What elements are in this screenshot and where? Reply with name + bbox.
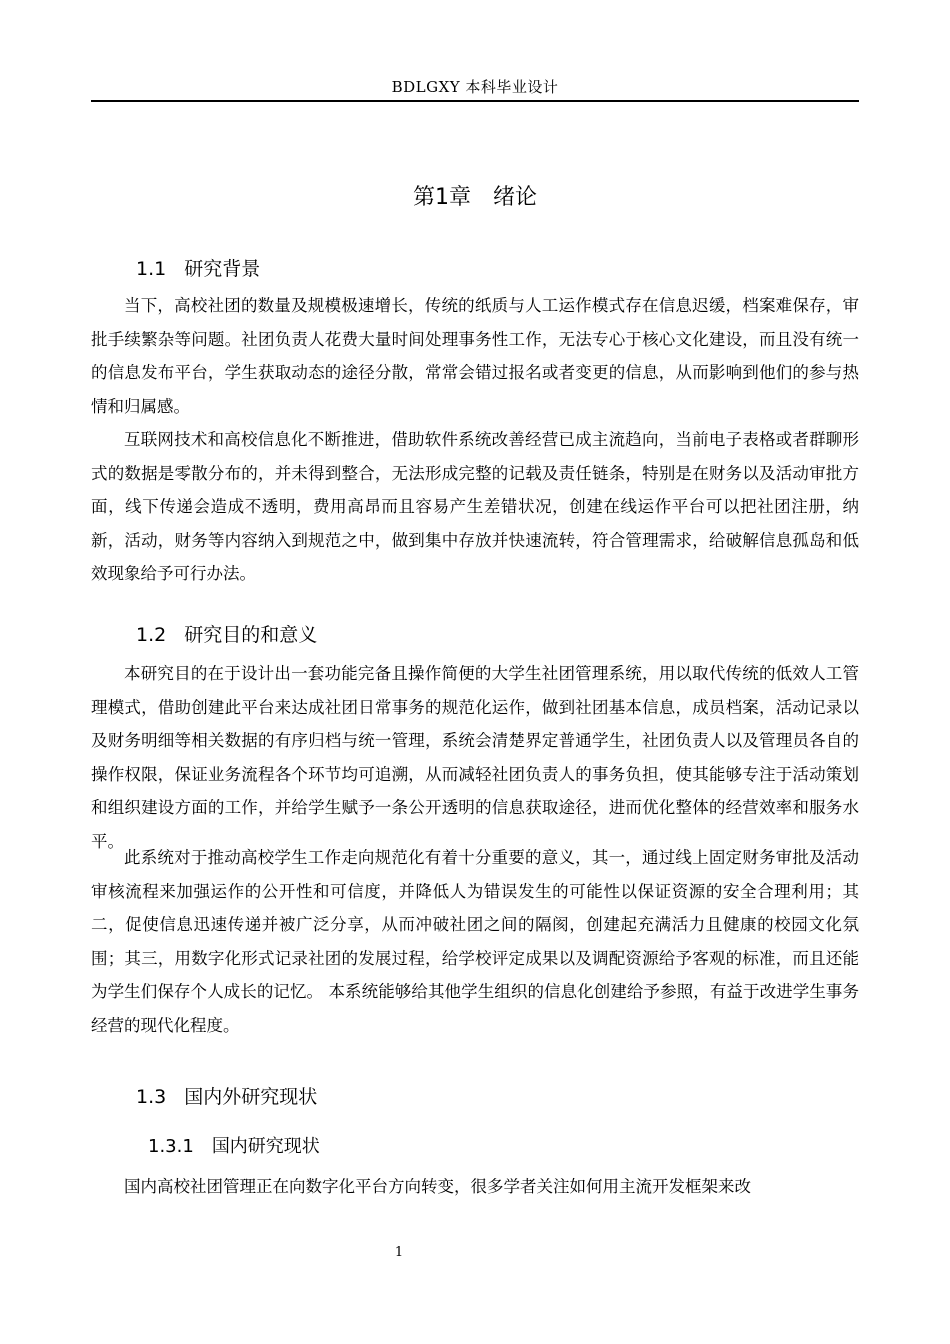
subsection-heading-1-3-1 [148,1132,320,1158]
section-heading-1-1 [136,254,260,281]
chapter-number: 第1章 [412,185,471,210]
section-title: 国内外研究现状 [184,1086,318,1108]
chapter-title [91,180,859,211]
section-number: 1.2 [136,624,167,646]
page-header: BDLGXY 本科毕业设计 [391,78,559,96]
paragraph: 本研究目的在于设计出一套功能完备且操作简便的大学生社团管理系统，用以取代传统的低效人工管理模式，借助创建此平台来达成社团日常事务的规范化运作，做到社团基本信息，成员档案，活动记录以及财务明细等相关数据的有序归档与统一管理，系统会清楚界定普通学生，社团负责人以及管理员各自的操作权限，保证业务流程各个环节均可追溯，从而减轻社团负责人的事务负担，使其能够专注于活动策划和组织建设方面的工作，并给学生赋予一条公开透明的信息获取途径，进而优化整体的经营效率和服务水平。 [91,664,859,851]
section-number: 1.1 [136,258,167,280]
section-title: 研究背景 [184,258,261,280]
subsection-number: 1.3.1 [148,1136,194,1157]
chapter-name: 绪论 [492,185,537,210]
section-title: 研究目的和意义 [184,624,318,646]
subsection-title: 国内研究现状 [211,1136,320,1157]
paragraph: 互联网技术和高校信息化不断推进，借助软件系统改善经营已成主流趋向，当前电子表格或者群聊形式的数据是零散分布的，并未得到整合，无法形成完整的记载及责任链条，特别是在财务以及活动审批方面，线下传递会造成不透明，费用高昂而且容易产生差错状况，创建在线运作平台可以把社团注册，纳新，活动，财务等内容纳入到规范之中，做到集中存放并快速流转，符合管理需求，给破解信息孤岛和低效现象给予可行办法。 [91,430,859,583]
paragraph: 国内高校社团管理正在向数字化平台方向转变，很多学者关注如何用主流开发框架来改 [124,1177,751,1196]
section-number: 1.3 [136,1086,167,1108]
section-heading-1-3 [136,1082,317,1109]
header-divider [91,100,859,102]
paragraph: 此系统对于推动高校学生工作走向规范化有着十分重要的意义，其一，通过线上固定财务审批及活动审核流程来加强运作的公开性和可信度，并降低人为错误发生的可能性以保证资源的安全合理利用；其二，促使信息迅速传递并被广泛分享，从而冲破社团之间的隔阂，创建起充满活力且健康的校园文化氛围；其三，用数字化形式记录社团的发展过程，给学校评定成果以及调配资源给予客观的标准，而且还能为学生们保存个人成长的记忆。 本系统能够给其他学生组织的信息化创建给予参照，有益于改进学生事务经营的现代化程度。 [91,848,859,1035]
section-heading-1-2 [136,620,317,647]
page-number: 1 [394,1245,404,1260]
paragraph: 当下，高校社团的数量及规模极速增长，传统的纸质与人工运作模式存在信息迟缓，档案难保存，审批手续繁杂等问题。社团负责人花费大量时间处理事务性工作，无法专心于核心文化建设，而且没有统一的信息发布平台，学生获取动态的途径分散，常常会错过报名或者变更的信息，从而影响到他们的参与热情和归属感。 [91,296,859,416]
